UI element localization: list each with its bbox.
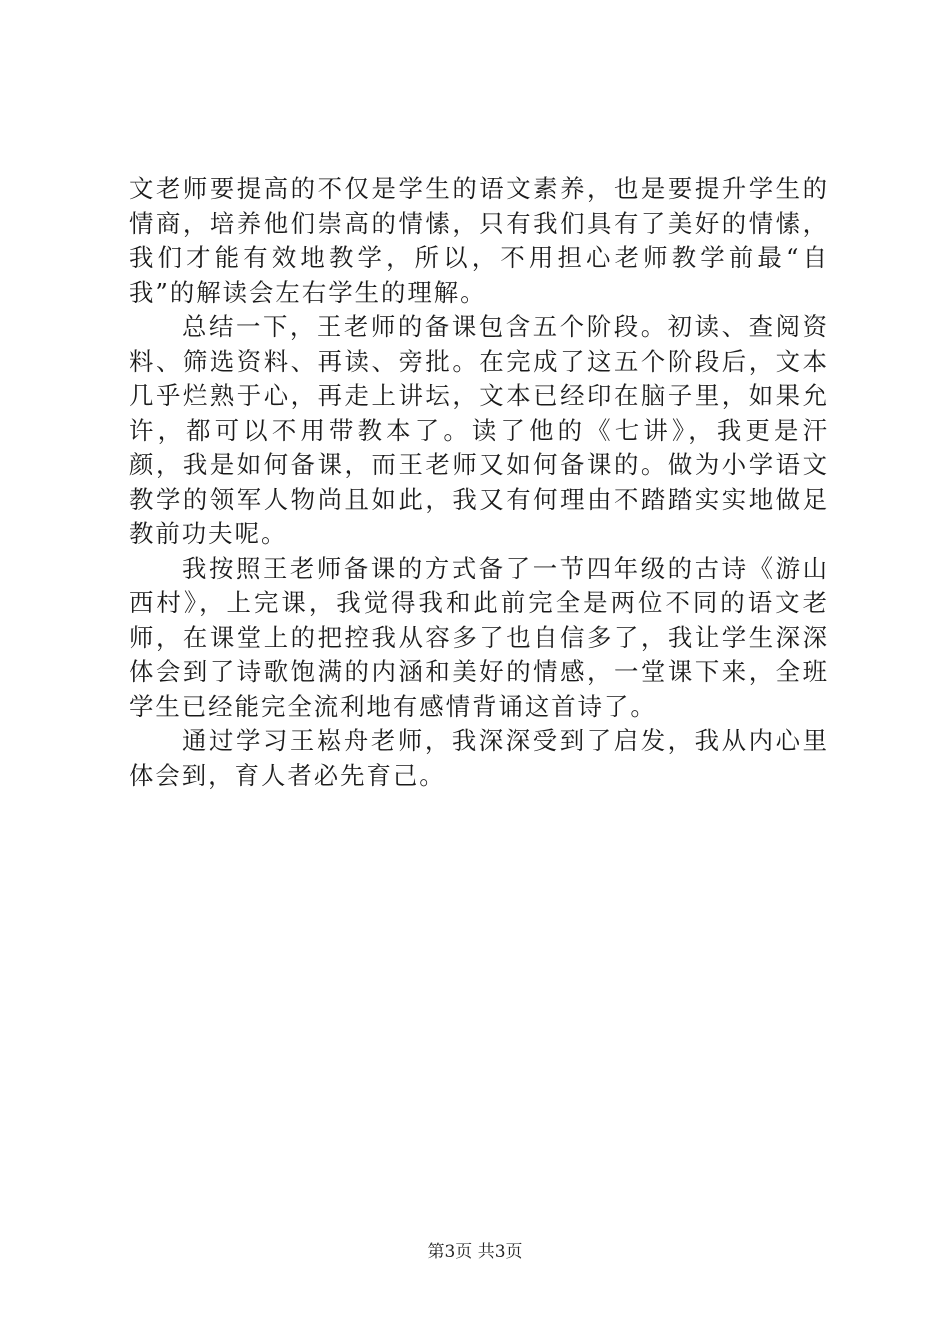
- page-number-footer: 第3页 共3页: [427, 1242, 523, 1262]
- paragraph-lesson-practice: 我按照王老师备课的方式备了一节四年级的古诗《游山西村》，上完课，我觉得我和此前完全是两位不同的语文老师，在课堂上的把控我从容多了也自信多了，我让学生深深体会到了诗歌饱满的内涵和美好的情感，一堂课下来，全班学生已经能完全流利地有感情背诵这首诗了。: [129, 553, 829, 721]
- document-body: [129, 172, 829, 793]
- paragraph-continuation: 文老师要提高的不仅是学生的语文素养，也是要提升学生的情商，培养他们崇高的情愫，只有我们具有了美好的情愫，我们才能有效地教学，所以，不用担心老师教学前最“自我”的解读会左右学生的理解。: [129, 174, 829, 307]
- paragraph-summary: 总结一下，王老师的备课包含五个阶段。初读、查阅资料、筛选资料、再读、旁批。在完成了这五个阶段后，文本几乎烂熟于心，再走上讲坛，文本已经印在脑子里，如果允许，都可以不用带教本了。读了他的《七讲》，我更是汗颜，我是如何备课，而王老师又如何备课的。做为小学语文教学的领军人物尚且如此，我又有何理由不踏踏实实地做足教前功夫呢。: [129, 312, 829, 548]
- paragraph-conclusion: 通过学习王崧舟老师，我深深受到了启发，我从内心里体会到，育人者必先育己。: [129, 726, 829, 790]
